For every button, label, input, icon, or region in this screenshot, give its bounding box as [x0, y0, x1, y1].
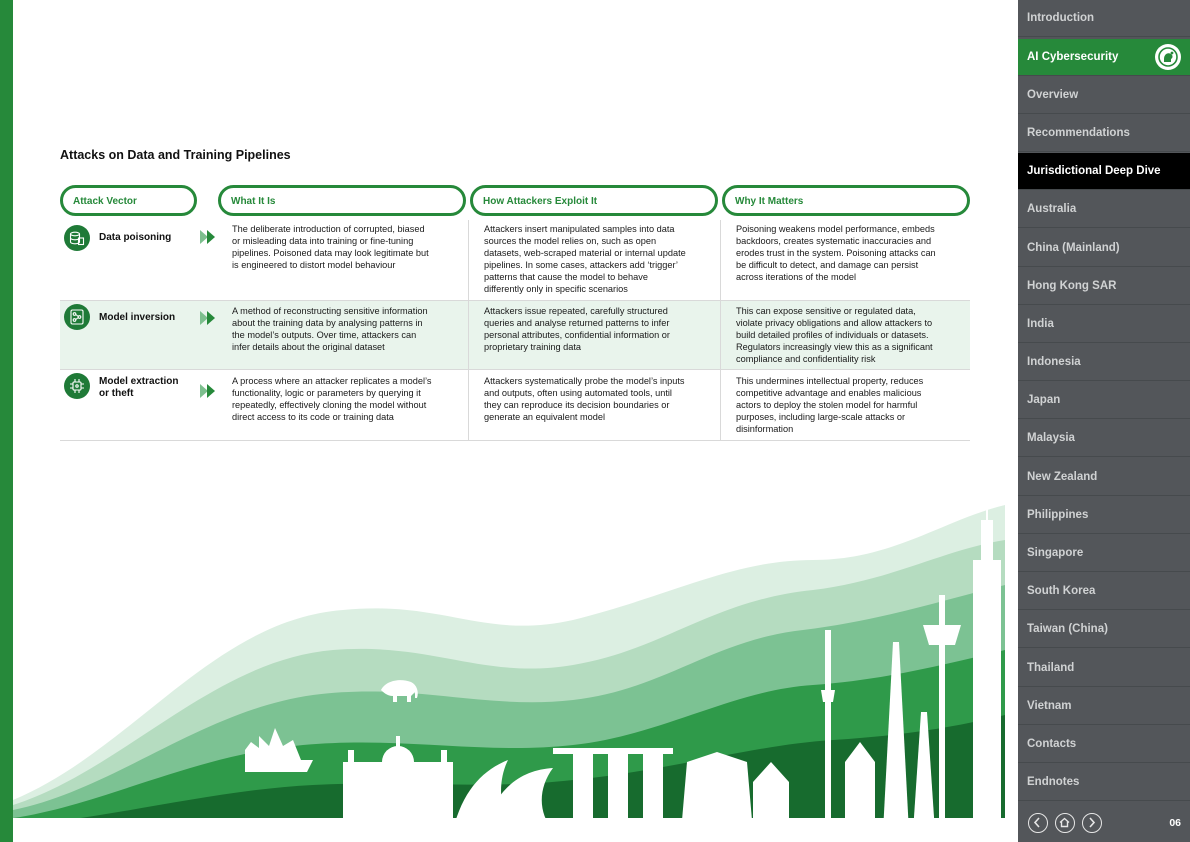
header-why-it-matters: Why It Matters [722, 185, 970, 216]
double-chevron-icon [199, 383, 217, 399]
home-icon [1056, 814, 1073, 831]
cell-line: personal attributes, confidential information or [484, 330, 670, 340]
asia-pacific-skyline-illustration [13, 500, 1005, 842]
cell-line: across iterations of the model [736, 272, 857, 282]
cell-line: datasets, web-scraped material or internal update [484, 248, 686, 258]
cell-line: infer details about the original dataset [232, 342, 385, 352]
sidebar-item-label: Contacts [1027, 738, 1077, 750]
cell-line: pipelines. In some cases, attackers add ‘trigger’ [484, 260, 678, 270]
sidebar-item-label: AI Cybersecurity [1027, 51, 1119, 63]
cell-line: Attackers issue repeated, carefully structured [484, 306, 668, 316]
double-chevron-icon [199, 310, 217, 326]
row-model-extraction-why [736, 375, 968, 435]
vector-label-line: Model inversion [99, 312, 176, 323]
row-model-extraction-label [99, 376, 178, 400]
cell-line: differently only in specific scenarios [484, 284, 628, 294]
sidebar-item-philippines[interactable] [1018, 497, 1190, 534]
cell-line: competitive advantage and enables malicious [736, 388, 922, 398]
header-how-attackers-exploit-it: How Attackers Exploit It [470, 185, 718, 216]
sidebar-item-label: South Korea [1027, 585, 1096, 597]
cell-line: they can reproduce its decision boundaries or [484, 400, 670, 410]
cell-line: Poisoning weakens model performance, embeds [736, 224, 935, 234]
sidebar-item-indonesia[interactable] [1018, 344, 1190, 381]
cell-line: pipelines. Poisoned data may look legitimate but [232, 248, 429, 258]
sidebar-item-label: Australia [1027, 203, 1077, 215]
previous-page-button[interactable] [1028, 813, 1048, 833]
column-divider [720, 220, 721, 440]
sidebar-item-recommendations[interactable] [1018, 115, 1190, 152]
sidebar-item-label: China (Mainland) [1027, 242, 1120, 254]
cell-line: sources the model relies on, such as open [484, 236, 657, 246]
chip-circuit-icon [64, 373, 90, 399]
sidebar-navigation [1018, 0, 1190, 842]
header-what-it-is: What It Is [218, 185, 466, 216]
cell-line: This can expose sensitive or regulated data, [736, 306, 916, 316]
cell-line: Attackers systematically probe the model’s inputs [484, 376, 685, 386]
row-model-extraction-what [232, 375, 464, 423]
cell-line: or misleading data into training or fine-tuning [232, 236, 414, 246]
row-data-poisoning-why [736, 223, 968, 283]
sidebar-item-thailand[interactable] [1018, 650, 1190, 687]
sidebar-item-new-zealand[interactable] [1018, 459, 1190, 496]
row-divider [60, 440, 970, 441]
sidebar-item-label: Hong Kong SAR [1027, 280, 1117, 292]
sidebar-item-india[interactable] [1018, 306, 1190, 343]
section-title: Attacks on Data and Training Pipelines [60, 148, 291, 162]
sidebar-item-label: Philippines [1027, 509, 1089, 521]
sidebar-item-overview[interactable] [1018, 77, 1190, 114]
row-model-inversion-how [484, 305, 716, 353]
sidebar-item-malaysia[interactable] [1018, 420, 1190, 457]
row-divider [60, 369, 970, 370]
cell-line: Attackers insert manipulated samples into data [484, 224, 675, 234]
sidebar-item-label: Taiwan (China) [1027, 623, 1108, 635]
cell-line: patterns that cause the model to behave [484, 272, 648, 282]
sidebar-item-taiwan-china[interactable] [1018, 611, 1190, 648]
cell-line: generate an equivalent model [484, 412, 606, 422]
sidebar-item-japan[interactable] [1018, 382, 1190, 419]
sidebar-item-jurisdictional-deep-dive[interactable] [1018, 153, 1190, 190]
sidebar-item-introduction[interactable] [1018, 0, 1190, 37]
database-file-icon [64, 225, 90, 251]
row-model-inversion-why [736, 305, 968, 365]
cell-line: A method of reconstructing sensitive information [232, 306, 428, 316]
sidebar-footer [1018, 802, 1190, 842]
cell-line: compliance and confidentiality risk [736, 354, 876, 364]
cell-line: functionality, logic or parameters by querying it [232, 388, 421, 398]
sidebar-item-label: Recommendations [1027, 127, 1130, 139]
cell-line: violate privacy obligations and allow attackers to [736, 318, 933, 328]
chevron-left-icon [1029, 814, 1046, 831]
sidebar-item-south-korea[interactable] [1018, 573, 1190, 610]
cell-line: purposes, including large-scale attacks or [736, 412, 906, 422]
sidebar-item-vietnam[interactable] [1018, 688, 1190, 725]
sidebar-item-label: India [1027, 318, 1054, 330]
sidebar-item-label: Indonesia [1027, 356, 1081, 368]
sidebar-item-china-mainland[interactable] [1018, 230, 1190, 267]
sidebar-item-label: Vietnam [1027, 700, 1072, 712]
chevron-right-icon [1083, 814, 1100, 831]
cell-line: be difficult to detect, and damage can persist [736, 260, 919, 270]
row-model-extraction-how [484, 375, 716, 423]
cell-line: actors to deploy the stolen model for harmful [736, 400, 918, 410]
cell-line: the model’s outputs. Over time, attackers can [232, 330, 417, 340]
network-nodes-icon [64, 304, 90, 330]
left-accent-bar [0, 0, 13, 842]
cell-line: proprietary training data [484, 342, 582, 352]
sidebar-item-contacts[interactable] [1018, 726, 1190, 763]
sidebar-item-label: Singapore [1027, 547, 1084, 559]
cell-line: repeatedly, effectively cloning the model without [232, 400, 427, 410]
page-number: 06 [1169, 817, 1181, 829]
home-button[interactable] [1055, 813, 1075, 833]
cell-line: direct access to its code or training data [232, 412, 394, 422]
sidebar-item-hong-kong-sar[interactable] [1018, 268, 1190, 305]
column-divider [468, 220, 469, 440]
vector-label-line: Model extraction [99, 376, 179, 387]
double-chevron-icon [199, 229, 217, 245]
ai-head-icon [1155, 44, 1181, 70]
cell-line: The deliberate introduction of corrupted, biased [232, 224, 425, 234]
sidebar-item-australia[interactable] [1018, 191, 1190, 228]
cell-line: A process where an attacker replicates a model’s [232, 376, 432, 386]
header-attack-vector: Attack Vector [60, 185, 197, 216]
cell-line: and outputs, often using automated tools, until [484, 388, 672, 398]
cell-line: This undermines intellectual property, reduces [736, 376, 924, 386]
next-page-button[interactable] [1082, 813, 1102, 833]
sidebar-item-label: Malaysia [1027, 432, 1075, 444]
sidebar-item-endnotes[interactable] [1018, 764, 1190, 801]
cell-line: Regulators increasingly view this as a significant [736, 342, 933, 352]
cell-line: backdoors, creates systematic inaccuracies and [736, 236, 932, 246]
row-model-inversion-label [99, 312, 175, 324]
row-data-poisoning-how [484, 223, 716, 295]
cell-line: disinformation [736, 424, 794, 434]
vector-label-line: or theft [99, 388, 134, 399]
sidebar-item-label: Introduction [1027, 12, 1095, 24]
sidebar-item-label: Thailand [1027, 662, 1075, 674]
cell-line: queries and analyse returned patterns to infer [484, 318, 670, 328]
cell-line: build detailed profiles of individuals or datasets. [736, 330, 929, 340]
row-model-inversion-what [232, 305, 464, 353]
sidebar-item-label: New Zealand [1027, 471, 1098, 483]
sidebar-item-label: Japan [1027, 394, 1061, 406]
vector-label-line: Data poisoning [99, 232, 172, 243]
sidebar-item-label: Endnotes [1027, 776, 1080, 788]
row-data-poisoning-what [232, 223, 464, 271]
row-data-poisoning-label [99, 232, 171, 244]
sidebar-item-singapore[interactable] [1018, 535, 1190, 572]
cell-line: is engineered to distort model behaviour [232, 260, 396, 270]
sidebar-item-label: Overview [1027, 89, 1079, 101]
cell-line: about the training data by analysing patterns in [232, 318, 423, 328]
cell-line: erodes trust in the system. Poisoning attacks can [736, 248, 936, 258]
row-divider [60, 300, 970, 301]
sidebar-item-label: Jurisdictional Deep Dive [1027, 165, 1161, 177]
sidebar-item-ai-cybersecurity[interactable] [1018, 39, 1190, 76]
